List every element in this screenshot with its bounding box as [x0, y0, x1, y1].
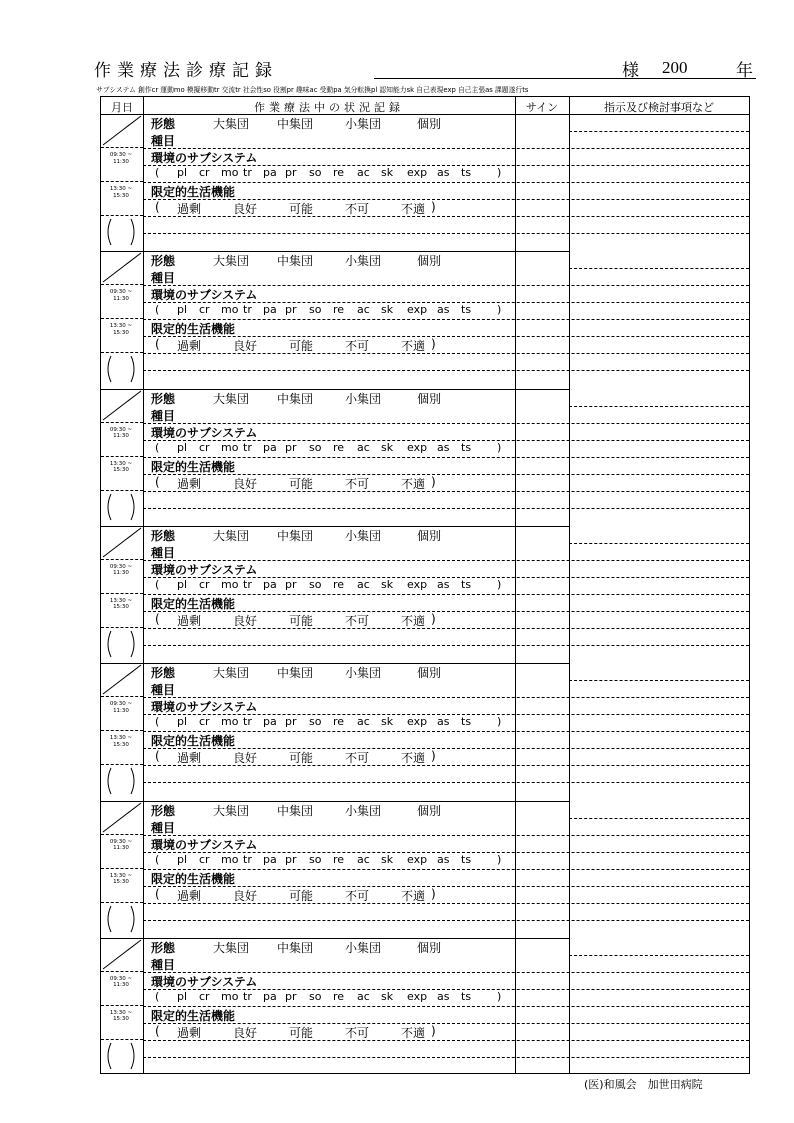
limited-option[interactable]: 不可	[345, 751, 370, 766]
env-code[interactable]: so	[309, 852, 322, 866]
env-code[interactable]: mo	[221, 989, 239, 1003]
env-code[interactable]: tr	[243, 989, 252, 1003]
form-option[interactable]: 大集団	[213, 803, 250, 818]
env-code[interactable]: ts	[461, 989, 472, 1003]
paren-box[interactable]	[104, 217, 138, 247]
paren-open: (	[155, 440, 160, 454]
limited-label: 限定的生活機能	[151, 596, 236, 611]
date-line	[101, 456, 143, 457]
paren-close: )	[497, 852, 502, 866]
date-line	[101, 627, 143, 628]
limited-option[interactable]: 不適	[401, 339, 426, 354]
form-option[interactable]: 小集団	[345, 117, 382, 131]
env-code[interactable]: pa	[263, 989, 277, 1003]
time-am: 09:30 ~ 11:30	[109, 838, 133, 851]
date-line	[101, 181, 143, 182]
env-code[interactable]: ts	[461, 577, 472, 591]
limited-option[interactable]: 過剰	[177, 339, 202, 354]
paren-open: (	[155, 337, 160, 352]
notes-line	[569, 818, 749, 819]
patient-honorific: 様	[622, 61, 639, 81]
env-code[interactable]: sk	[381, 440, 394, 454]
date-line	[101, 490, 143, 491]
limited-option[interactable]: 良好	[233, 476, 258, 491]
header	[94, 56, 756, 81]
paren-open: (	[155, 886, 160, 901]
paren-box[interactable]	[104, 354, 138, 384]
row-line	[143, 920, 749, 921]
env-code[interactable]: pr	[285, 852, 297, 866]
env-code[interactable]: sk	[381, 715, 394, 729]
date-line	[101, 147, 143, 148]
form-option[interactable]: 大集団	[213, 528, 250, 543]
limited-option[interactable]: 過剰	[177, 888, 202, 903]
form-option[interactable]: 中集団	[277, 391, 314, 406]
form-option[interactable]: 小集団	[345, 803, 382, 818]
env-label: 環境のサブシステム	[151, 288, 258, 303]
date-slash[interactable]	[101, 663, 143, 696]
env-code[interactable]: tr	[243, 303, 252, 317]
date-line	[101, 559, 143, 560]
env-code[interactable]: tr	[243, 715, 252, 729]
paren-close: )	[497, 577, 502, 591]
year-prefix: 200	[662, 58, 688, 77]
env-code[interactable]: re	[333, 166, 345, 179]
form-label: 形態	[151, 391, 176, 406]
form-option[interactable]: 中集団	[277, 940, 314, 955]
form-option[interactable]: 個別	[417, 391, 442, 406]
form-option[interactable]: 大集団	[213, 391, 250, 406]
env-code[interactable]: mo	[221, 303, 239, 317]
form-option[interactable]: 小集団	[345, 528, 382, 543]
form-option[interactable]: 大集団	[213, 940, 250, 955]
env-code[interactable]: tr	[243, 440, 252, 454]
limited-option[interactable]: 良好	[233, 751, 258, 766]
env-code[interactable]: mo	[221, 440, 239, 454]
env-code[interactable]: pl	[177, 715, 188, 729]
row-line	[143, 508, 749, 509]
env-code[interactable]: tr	[243, 577, 252, 591]
limited-option[interactable]: 不可	[345, 339, 370, 354]
paren-open: (	[155, 611, 160, 626]
paren-close: )	[431, 200, 436, 214]
notes-line	[569, 680, 749, 681]
form-option[interactable]: 個別	[417, 117, 442, 131]
notes-line	[569, 406, 749, 407]
limited-option[interactable]: 不可	[345, 888, 370, 903]
date-line	[101, 1005, 143, 1006]
env-code[interactable]: cr	[199, 989, 210, 1003]
env-code[interactable]: pr	[285, 440, 297, 454]
record-block	[101, 251, 749, 388]
date-line	[101, 696, 143, 697]
env-label: 環境のサブシステム	[151, 837, 258, 852]
time-am: 09:30 ~ 11:30	[109, 563, 133, 577]
env-code[interactable]: ts	[461, 440, 472, 454]
env-code[interactable]: so	[309, 715, 322, 729]
form-option[interactable]: 大集団	[213, 254, 250, 269]
paren-open: (	[155, 852, 160, 866]
form-option[interactable]: 小集団	[345, 666, 382, 681]
row-line	[143, 782, 749, 783]
env-code[interactable]: sk	[381, 852, 394, 866]
date-slash[interactable]	[101, 114, 143, 147]
env-code[interactable]: ac	[357, 989, 370, 1003]
notes-line	[569, 955, 749, 956]
env-code[interactable]: exp	[407, 303, 428, 317]
env-code[interactable]: exp	[407, 440, 428, 454]
limited-option[interactable]: 良好	[233, 613, 258, 628]
env-code[interactable]: pa	[263, 440, 277, 454]
env-code[interactable]: re	[333, 577, 345, 591]
env-code[interactable]: pr	[285, 989, 297, 1003]
limited-option[interactable]: 可能	[289, 751, 314, 766]
paren-box[interactable]	[104, 1041, 138, 1071]
paren-open: (	[155, 200, 160, 214]
form-label: 形態	[151, 940, 176, 955]
type-label: 種目	[151, 408, 176, 423]
form-option[interactable]: 大集団	[213, 666, 250, 681]
paren-close: )	[497, 440, 502, 454]
env-code[interactable]: so	[309, 166, 322, 179]
time-am: 09:30 ~ 11:30	[109, 152, 133, 165]
date-line	[101, 902, 143, 903]
date-line	[101, 593, 143, 594]
date-line	[101, 215, 143, 216]
env-code[interactable]: pa	[263, 715, 277, 729]
form-option[interactable]: 中集団	[277, 528, 314, 543]
form-label: 形態	[151, 666, 176, 681]
form-option[interactable]: 中集団	[277, 803, 314, 818]
form-label: 形態	[151, 117, 176, 131]
env-code[interactable]: so	[309, 440, 322, 454]
env-code[interactable]: re	[333, 989, 345, 1003]
date-slash[interactable]	[101, 251, 143, 284]
limited-option[interactable]: 不可	[345, 202, 370, 216]
paren-open: (	[155, 303, 160, 317]
type-label: 種目	[151, 545, 176, 560]
env-code[interactable]: ac	[357, 715, 370, 729]
notes-line	[569, 268, 749, 269]
time-am: 09:30 ~ 11:30	[109, 426, 133, 440]
env-code[interactable]: so	[309, 577, 322, 591]
env-code[interactable]: pl	[177, 440, 188, 454]
env-code[interactable]: ts	[461, 303, 472, 317]
time-pm: 13:30 ~ 15:30	[109, 872, 133, 885]
env-code[interactable]: as	[437, 989, 450, 1003]
column-header-row	[101, 97, 749, 115]
env-code[interactable]: sk	[381, 989, 394, 1003]
env-code[interactable]: cr	[199, 577, 210, 591]
env-code[interactable]: re	[333, 852, 345, 866]
form-option[interactable]: 個別	[417, 803, 442, 818]
paren-box[interactable]	[104, 766, 138, 796]
limited-option[interactable]: 良好	[233, 202, 258, 216]
time-pm: 13:30 ~ 15:30	[109, 1009, 133, 1023]
env-code[interactable]: re	[333, 440, 345, 454]
env-code[interactable]: pr	[285, 303, 297, 317]
paren-open: (	[155, 474, 160, 489]
limited-option[interactable]: 不適	[401, 751, 426, 766]
env-code[interactable]: ts	[461, 166, 472, 179]
form-option[interactable]: 小集団	[345, 940, 382, 955]
limited-label: 限定的生活機能	[151, 185, 236, 199]
limited-option[interactable]: 過剰	[177, 751, 202, 766]
env-code[interactable]: ac	[357, 577, 370, 591]
env-code[interactable]: mo	[221, 852, 239, 866]
column-sign: サイン	[525, 101, 559, 114]
env-code[interactable]: ts	[461, 852, 472, 866]
type-label: 種目	[151, 820, 176, 835]
notes-line	[569, 131, 749, 132]
column-date: 月日	[111, 101, 133, 114]
row-line	[143, 1057, 749, 1058]
type-label: 種目	[151, 271, 176, 286]
env-code[interactable]: sk	[381, 303, 394, 317]
time-pm: 13:30 ~ 15:30	[109, 186, 133, 199]
env-label: 環境のサブシステム	[151, 974, 258, 989]
env-code[interactable]: as	[437, 852, 450, 866]
form-label: 形態	[151, 528, 176, 543]
form-option[interactable]: 中集団	[277, 254, 314, 269]
env-code[interactable]: mo	[221, 166, 239, 179]
time-pm: 13:30 ~ 15:30	[109, 597, 133, 611]
date-line	[101, 868, 143, 869]
env-code[interactable]: as	[437, 166, 450, 179]
env-code[interactable]: ac	[357, 303, 370, 317]
limited-label: 限定的生活機能	[151, 459, 236, 474]
paren-open: (	[155, 715, 160, 729]
env-code[interactable]: exp	[407, 166, 428, 179]
time-am: 09:30 ~ 11:30	[109, 975, 133, 989]
paren-close: )	[431, 1023, 436, 1038]
type-label: 種目	[151, 134, 176, 148]
form-option[interactable]: 中集団	[277, 666, 314, 681]
env-code[interactable]: exp	[407, 989, 428, 1003]
paren-open: (	[155, 989, 160, 1003]
env-code[interactable]: sk	[381, 166, 394, 179]
time-pm: 13:30 ~ 15:30	[109, 323, 133, 336]
limited-option[interactable]: 可能	[289, 1025, 314, 1040]
limited-option[interactable]: 可能	[289, 339, 314, 354]
patient-name-line[interactable]	[374, 78, 756, 79]
limited-option[interactable]: 不適	[401, 888, 426, 903]
date-line	[101, 764, 143, 765]
limited-label: 限定的生活機能	[151, 734, 236, 749]
paren-box[interactable]	[104, 492, 138, 522]
paren-open: (	[155, 577, 160, 591]
env-code[interactable]: cr	[199, 715, 210, 729]
env-code[interactable]: exp	[407, 577, 428, 591]
env-code[interactable]: cr	[199, 440, 210, 454]
date-line	[101, 730, 143, 731]
env-code[interactable]: ac	[357, 166, 370, 179]
date-slash[interactable]	[101, 938, 143, 971]
record-block	[101, 938, 749, 1075]
env-code[interactable]: ac	[357, 852, 370, 866]
env-label: 環境のサブシステム	[151, 151, 258, 165]
limited-option[interactable]: 不可	[345, 613, 370, 628]
limited-option[interactable]: 良好	[233, 339, 258, 354]
env-code[interactable]: sk	[381, 577, 394, 591]
env-code[interactable]: pl	[177, 577, 188, 591]
limited-label: 限定的生活機能	[151, 871, 236, 886]
limited-option[interactable]: 不可	[345, 476, 370, 491]
limited-option[interactable]: 不適	[401, 202, 426, 216]
date-line	[101, 1039, 143, 1040]
env-code[interactable]: re	[333, 715, 345, 729]
time-pm: 13:30 ~ 15:30	[109, 460, 133, 474]
date-line	[101, 422, 143, 423]
limited-option[interactable]: 過剰	[177, 1025, 202, 1040]
env-code[interactable]: as	[437, 577, 450, 591]
record-block	[101, 801, 749, 938]
env-code[interactable]: pa	[263, 852, 277, 866]
record-block	[101, 526, 749, 663]
env-code[interactable]: cr	[199, 303, 210, 317]
env-code[interactable]: pa	[263, 577, 277, 591]
paren-close: )	[431, 474, 436, 489]
form-label: 形態	[151, 803, 176, 818]
paren-close: )	[431, 611, 436, 626]
env-code[interactable]: pl	[177, 852, 188, 866]
paren-close: )	[497, 715, 502, 729]
form-label: 形態	[151, 254, 176, 269]
env-code[interactable]: pl	[177, 303, 188, 317]
limited-label: 限定的生活機能	[151, 322, 236, 337]
subsystem-legend: サブシステム 創作cr 運動mo 模擬移動tr 交流tr 社会性so 役割pr 趣味ac 受動pa 気分転換pl 認知能力sk 自己表現exp 自己主張as 課題遂行ts	[96, 86, 529, 94]
env-code[interactable]: tr	[243, 852, 252, 866]
date-line	[101, 834, 143, 835]
env-code[interactable]: pl	[177, 166, 188, 179]
form-option[interactable]: 中集団	[277, 117, 314, 131]
paren-box[interactable]	[104, 629, 138, 659]
limited-option[interactable]: 可能	[289, 476, 314, 491]
env-code[interactable]: pl	[177, 989, 188, 1003]
limited-option[interactable]: 過剰	[177, 613, 202, 628]
paren-box[interactable]	[104, 904, 138, 934]
env-code[interactable]: re	[333, 303, 345, 317]
page-title: 作業療法診療記録	[94, 61, 278, 81]
form-option[interactable]: 個別	[417, 528, 442, 543]
env-code[interactable]: cr	[199, 166, 210, 179]
env-code[interactable]: as	[437, 715, 450, 729]
paren-close: )	[497, 303, 502, 317]
limited-option[interactable]: 不適	[401, 613, 426, 628]
form-option[interactable]: 個別	[417, 254, 442, 269]
date-slash[interactable]	[101, 389, 143, 422]
form-option[interactable]: 大集団	[213, 117, 250, 131]
form-option[interactable]: 個別	[417, 666, 442, 681]
env-code[interactable]: pr	[285, 166, 297, 179]
time-pm: 13:30 ~ 15:30	[109, 735, 133, 748]
hospital-name: (医)和風会 加世田病院	[584, 1078, 703, 1091]
limited-option[interactable]: 不可	[345, 1025, 370, 1040]
env-code[interactable]: pa	[263, 166, 277, 179]
env-code[interactable]: pa	[263, 303, 277, 317]
paren-close: )	[431, 749, 436, 764]
limited-option[interactable]: 可能	[289, 613, 314, 628]
form-option[interactable]: 小集団	[345, 254, 382, 269]
paren-close: )	[497, 166, 502, 179]
env-code[interactable]: so	[309, 303, 322, 317]
year-suffix: 年	[736, 61, 753, 81]
date-line	[101, 352, 143, 353]
limited-option[interactable]: 良好	[233, 1025, 258, 1040]
env-code[interactable]: so	[309, 989, 322, 1003]
env-code[interactable]: cr	[199, 852, 210, 866]
paren-open: (	[155, 1023, 160, 1038]
column-notes: 指示及び検討事項など	[604, 101, 714, 114]
row-line	[143, 370, 749, 371]
limited-label: 限定的生活機能	[151, 1008, 236, 1023]
row-line	[143, 233, 749, 234]
env-code[interactable]: as	[437, 440, 450, 454]
paren-open: (	[155, 166, 160, 179]
paren-close: )	[431, 337, 436, 352]
date-slash[interactable]	[101, 526, 143, 559]
env-code[interactable]: mo	[221, 715, 239, 729]
limited-option[interactable]: 不適	[401, 1025, 426, 1040]
time-am: 09:30 ~ 11:30	[109, 701, 133, 714]
env-code[interactable]: as	[437, 303, 450, 317]
form-option[interactable]: 個別	[417, 940, 442, 955]
paren-close: )	[431, 886, 436, 901]
date-line	[101, 318, 143, 319]
date-line	[101, 284, 143, 285]
limited-option[interactable]: 可能	[289, 888, 314, 903]
limited-option[interactable]: 過剰	[177, 202, 202, 216]
env-code[interactable]: ac	[357, 440, 370, 454]
env-label: 環境のサブシステム	[151, 700, 258, 715]
env-code[interactable]: pr	[285, 577, 297, 591]
env-code[interactable]: exp	[407, 715, 428, 729]
type-label: 種目	[151, 683, 176, 698]
row-line	[143, 645, 749, 646]
env-code[interactable]: ts	[461, 715, 472, 729]
env-code[interactable]: mo	[221, 577, 239, 591]
limited-option[interactable]: 過剰	[177, 476, 202, 491]
type-label: 種目	[151, 957, 176, 972]
limited-option[interactable]: 良好	[233, 888, 258, 903]
env-code[interactable]: exp	[407, 852, 428, 866]
paren-open: (	[155, 749, 160, 764]
env-code[interactable]: pr	[285, 715, 297, 729]
form-option[interactable]: 小集団	[345, 391, 382, 406]
env-label: 環境のサブシステム	[151, 425, 258, 440]
limited-option[interactable]: 不適	[401, 476, 426, 491]
column-status: 作業療法中の状況記録	[254, 101, 404, 114]
record-block	[101, 114, 749, 251]
paren-close: )	[497, 989, 502, 1003]
env-label: 環境のサブシステム	[151, 562, 258, 577]
date-slash[interactable]	[101, 801, 143, 834]
record-block	[101, 389, 749, 526]
time-am: 09:30 ~ 11:30	[109, 289, 133, 302]
date-line	[101, 971, 143, 972]
limited-option[interactable]: 可能	[289, 202, 314, 216]
env-code[interactable]: tr	[243, 166, 252, 179]
record-block	[101, 663, 749, 800]
notes-line	[569, 543, 749, 544]
record-table	[100, 96, 750, 1074]
